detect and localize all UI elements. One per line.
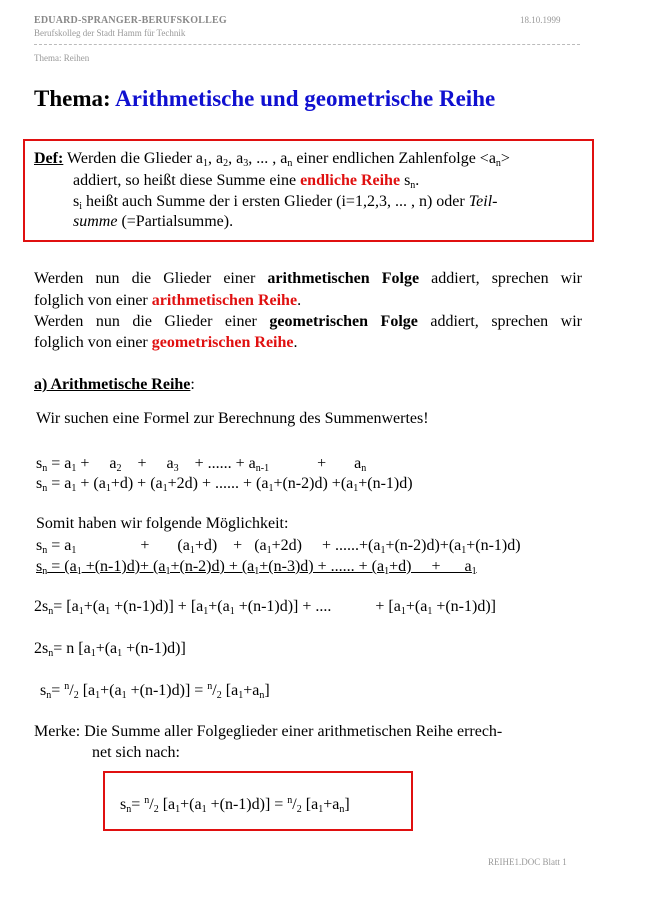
definition-label: Def: [34, 150, 64, 167]
definition-line-2: addiert, so heißt diese Summe eine endliche Reihe $s_n$. [73, 172, 420, 191]
header-divider [34, 44, 580, 45]
merke-label: Merke: [34, 723, 81, 740]
page-title [34, 86, 495, 112]
def-summe: summe [73, 213, 118, 230]
def-text-e: heißt auch Summe der i ersten Glieder (i=1,2,3, ... , n) oder [82, 193, 469, 210]
def-term: endliche Reihe [300, 172, 401, 189]
document-date: 18.10.1999 [520, 15, 561, 25]
definition-line-1: Def: Werden die Glieder $a_1$, $a_2$, $a_3$, ... , $a_n$ einer endlichen Zahlenfolge $<a_n>$ [34, 150, 510, 169]
def-text-b: einer endlichen Zahlenfolge <a [292, 150, 496, 167]
merke-line-1: Merke: Die Summe aller Folgeglieder einer arithmetischen Reihe errech- [34, 723, 503, 740]
formula-line-7: $s_n= ^n/_2$ $[a_1+(a_1 +(n-1)d)] = ^n/_2$ $[a_1+a_n]$ [40, 681, 270, 701]
title-main: Arithmetische und geometrische Reihe [115, 86, 496, 111]
formula-line-2: $s_n = a_1 + (a_1+d) + (a_1+2d)$ + ...... + $(a_1+(n-2)d) +(a_1+(n-1)d)$ [36, 475, 413, 494]
title-prefix: Thema: [34, 86, 116, 111]
section-heading: a) Arithmetische Reihe: [34, 376, 195, 393]
formula-line-1: $s_n = a_1$ + $a_2$ + $a_3$ + ...... + $a_{n-1}$ + $a_n$ [36, 455, 367, 474]
result-formula: $s_n= ^n/_2$ $[a_1+(a_1 +(n-1)d)] = ^n/_2$ $[a_1+a_n]$ [120, 795, 350, 815]
school-name: EDUARD-SPRANGER-BERUFSKOLLEG [34, 15, 227, 26]
paragraph-line-2: folglich von einer arithmetischen Reihe. [34, 292, 302, 309]
topic-label: Thema: Reihen [34, 53, 90, 63]
def-text-c: addiert, so heißt diese Summe eine [73, 172, 301, 189]
paragraph-line-4: folglich von einer geometrischen Reihe. [34, 334, 298, 351]
def-text-d: s [400, 172, 411, 189]
formula-line-5: $2s_n= [a_1+(a_1 +(n-1)d)] + [a_1+(a_1 +(n-1)d)]$ + .... + $[a_1+(a_1 +(n-1)d)]$ [34, 598, 496, 617]
section-intro: Wir suchen eine Formel zur Berechnung des Summenwertes! [36, 410, 429, 427]
paragraph-line-1: Werden nun die Glieder einer arithmetischen Folge addiert, sprechen wir [34, 270, 583, 287]
formula-line-3: $s_n = a_1$ + $(a_1+d)$ + $(a_1+2d)$ + $......+(a_1+(n-2)d)+(a_1+(n-1)d)$ [36, 537, 521, 556]
possibility-text: Somit haben wir folgende Möglichkeit: [36, 515, 289, 532]
def-teil: Teil- [468, 193, 498, 210]
def-text-a: Werden die Glieder a [63, 150, 203, 167]
merke-line-2: net sich nach: [92, 744, 180, 761]
definition-line-3: $s_i$ heißt auch Summe der i ersten Glieder (i=1,2,3, ... , n) oder Teil- [73, 193, 498, 212]
definition-line-4 [73, 213, 233, 231]
page-footer: REIHE1.DOC Blatt 1 [488, 857, 567, 867]
def-partial: (=Partialsumme). [121, 213, 234, 230]
school-subtitle: Berufskolleg der Stadt Hamm für Technik [34, 28, 186, 38]
formula-line-6: $2s_n= n$ $[a_1+(a_1 +(n-1)d)]$ [34, 640, 186, 659]
formula-line-4: $s_n = (a_1 +(n-1)d)+ (a_1+(n-2)d) + (a_1+(n-3)d)$ + ...... + $(a_1+d)$ + $a_1$ [36, 558, 477, 577]
paragraph-line-3: Werden nun die Glieder einer geometrischen Folge addiert, sprechen wir [34, 313, 583, 330]
